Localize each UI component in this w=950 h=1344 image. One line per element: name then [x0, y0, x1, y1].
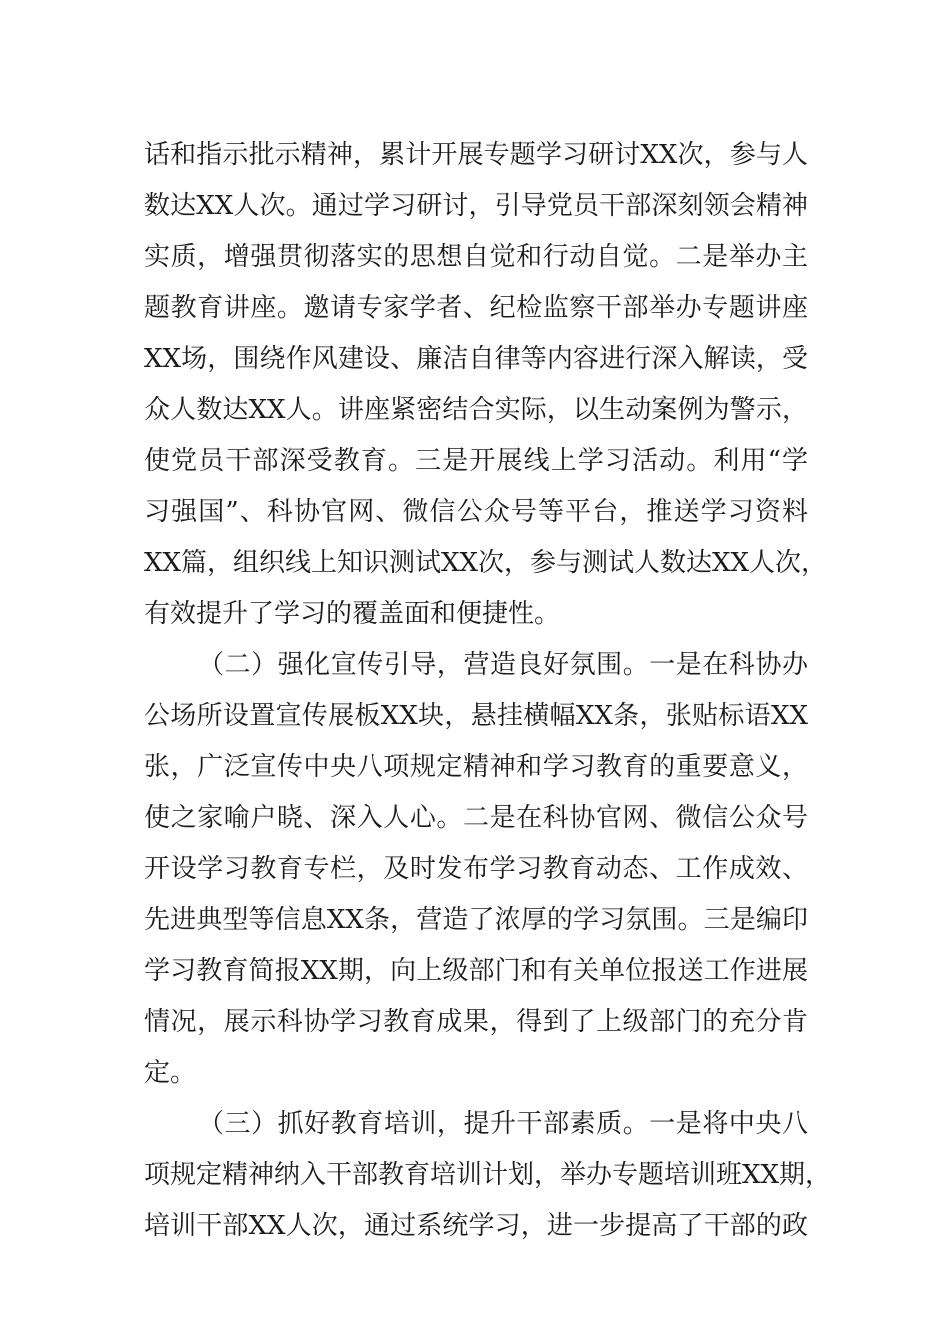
text-line: 题教育讲座。邀请专家学者、纪检监察干部举办专题讲座 — [144, 293, 808, 323]
text-line: 公场所设置宣传展板XX块，悬挂横幅XX条，张贴标语XX — [144, 701, 808, 731]
text-line: 话和指示批示精神，累计开展专题学习研讨XX次，参与人 — [144, 140, 808, 170]
text-line: 使之家喻户晓、深入人心。二是在科协官网、微信公众号 — [144, 803, 808, 833]
text-line: 数达XX人次。通过学习研讨，引导党员干部深刻领会精神 — [144, 191, 808, 221]
text-line: 培训干部XX人次，通过系统学习，进一步提高了干部的政 — [144, 1211, 808, 1241]
text-line: XX场，围绕作风建设、廉洁自律等内容进行深入解读，受 — [144, 344, 808, 374]
text-line: 有效提升了学习的覆盖面和便捷性。 — [144, 599, 561, 629]
text-line: 定。 — [144, 1058, 197, 1088]
text-line: 众人数达XX人。讲座紧密结合实际，以生动案例为警示， — [144, 395, 808, 425]
text-line: 项规定精神纳入干部教育培训计划，举办专题培训班XX期， — [144, 1160, 832, 1190]
text-line: 实质，增强贯彻落实的思想自觉和行动自觉。二是举办主 — [144, 242, 808, 272]
text-line: 情况，展示科协学习教育成果，得到了上级部门的充分肯 — [144, 1007, 808, 1037]
text-line: 学习教育简报XX期，向上级部门和有关单位报送工作进展 — [144, 956, 808, 986]
text-line: 使党员干部深受教育。三是开展线上学习活动。利用“学 — [144, 446, 808, 476]
text-line: XX篇，组织线上知识测试XX次，参与测试人数达XX人次， — [144, 548, 828, 578]
text-line: 张，广泛宣传中央八项规定精神和学习教育的重要意义， — [144, 752, 808, 782]
text-line: 习强国”、科协官网、微信公众号等平台，推送学习资料 — [144, 497, 808, 527]
paragraph-heading-line: （三）抓好教育培训，提升干部素质。一是将中央八 — [198, 1109, 808, 1139]
text-line: 先进典型等信息XX条，营造了浓厚的学习氛围。三是编印 — [144, 905, 808, 935]
text-line: 开设学习教育专栏，及时发布学习教育动态、工作成效、 — [144, 854, 808, 884]
paragraph-heading-line: （二）强化宣传引导，营造良好氛围。一是在科协办 — [198, 650, 808, 680]
